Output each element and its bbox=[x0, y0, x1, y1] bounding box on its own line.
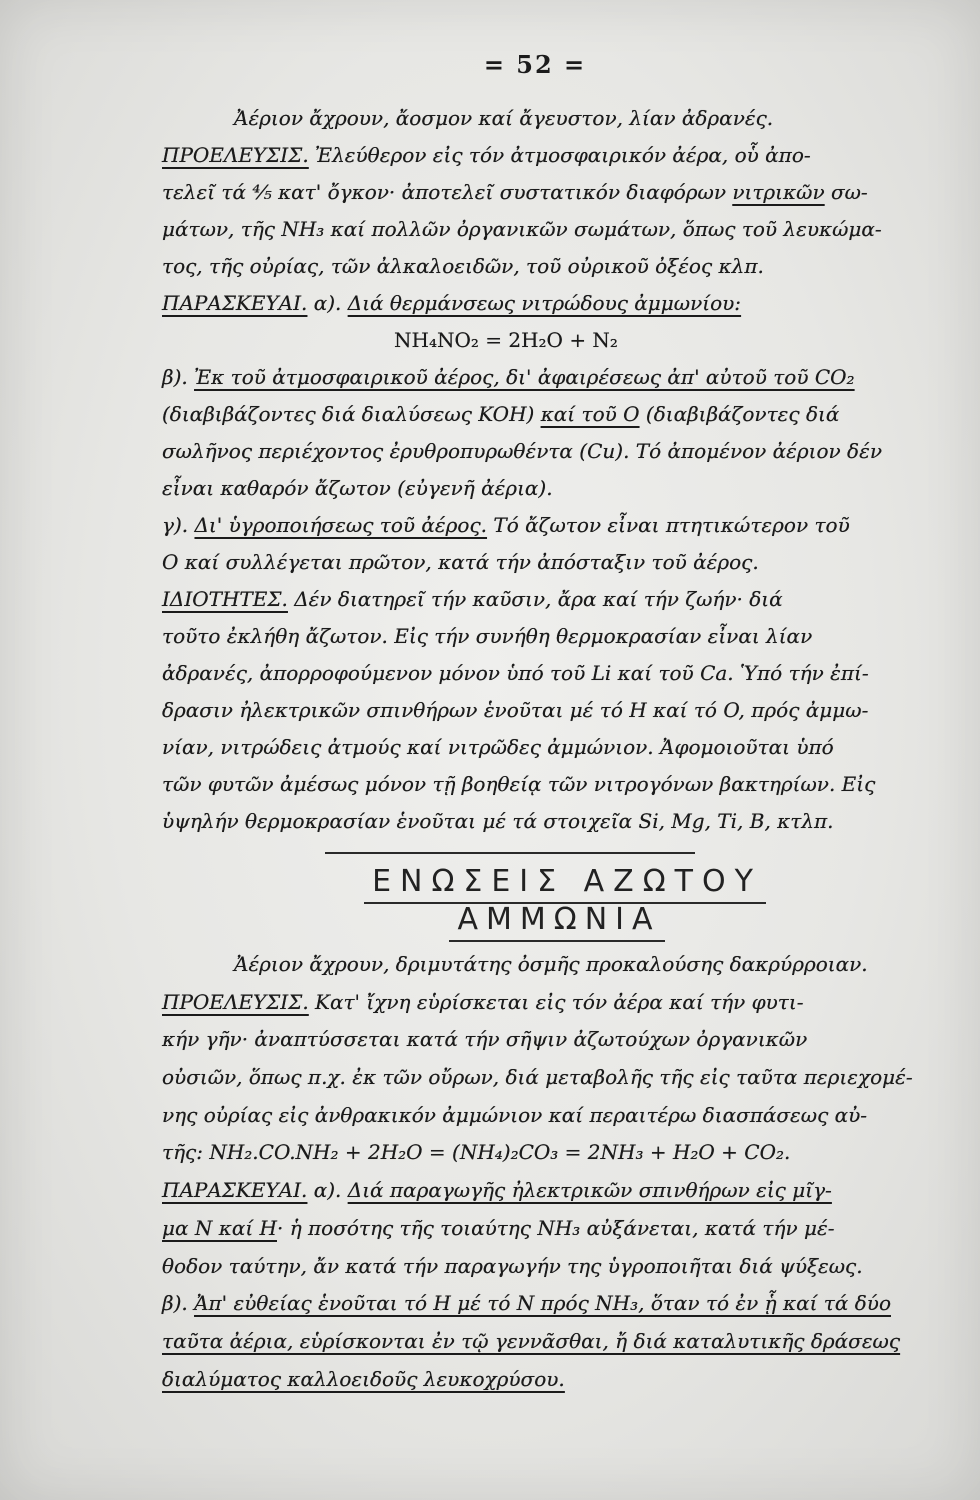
line-text bbox=[234, 946, 868, 984]
text-segment: τος, τῆς οὐρίας, τῶν ἀλκαλοειδῶν, τοῦ οὐρικοῦ ὀξέος κλπ. bbox=[162, 254, 764, 278]
text-line bbox=[162, 946, 960, 984]
line-text bbox=[394, 322, 618, 359]
text-line bbox=[162, 1361, 960, 1399]
underlined-text: Δι' ὑγροποιήσεως τοῦ ἀέρος. bbox=[194, 513, 488, 537]
text-segment: Δέν διατηρεῖ τήν καῦσιν, ἄρα καί τήν ζωήν· διά bbox=[287, 587, 783, 611]
text-segment: γ). bbox=[162, 513, 195, 537]
text-line bbox=[162, 1248, 960, 1286]
text-segment: Τό ἄζωτον εἶναι πτητικώτερον τοῦ bbox=[487, 513, 850, 537]
text-segment: O καί συλλέγεται πρῶτον, κατά τήν ἀπόσταξιν τοῦ ἀέρος. bbox=[162, 550, 759, 574]
text-line bbox=[162, 655, 960, 692]
text-line bbox=[162, 1059, 960, 1097]
text-segment: νίαν, νιτρώδεις ἀτμούς καί νιτρῶδες ἀμμώνιον. Ἀφομοιοῦται ὑπό bbox=[162, 735, 834, 759]
line-text bbox=[162, 507, 850, 544]
underlined-text: Ἐκ τοῦ ἀτμοσφαιρικοῦ ἀέρος, δι' ἀφαιρέσεως ἀπ' αὐτοῦ τοῦ CO₂ bbox=[194, 365, 855, 389]
text-line bbox=[162, 803, 960, 840]
line-text bbox=[162, 581, 783, 618]
text-line bbox=[162, 544, 960, 581]
line-text bbox=[162, 544, 759, 581]
underlined-text: νιτρικῶν bbox=[732, 180, 825, 204]
line-text bbox=[162, 729, 834, 766]
text-line bbox=[162, 618, 960, 655]
equation-line bbox=[162, 322, 960, 359]
text-segment: οὐσιῶν, ὅπως π.χ. ἐκ τῶν οὔρων, διά μεταβολῆς τῆς εἰς ταῦτα περιεχομέ- bbox=[162, 1065, 913, 1090]
underlined-text: ΙΔΙΟΤΗΤΕΣ. bbox=[162, 587, 288, 611]
text-segment: β). bbox=[162, 365, 195, 389]
line-text bbox=[162, 618, 812, 655]
line-text bbox=[162, 248, 764, 285]
text-segment: τῶν φυτῶν ἀμέσως μόνον τῇ βοηθείᾳ τῶν νιτρογόνων βακτηρίων. Εἰς bbox=[162, 772, 876, 796]
underlined-text: Ἀπ' εὐθείας ἑνοῦται τό H μέ τό N πρός NH₃, ὅταν τό ἐν ᾗ καί τά δύο bbox=[194, 1291, 891, 1316]
text-segment: θοδον ταύτην, ἄν κατά τήν παραγωγήν της ὑγροποιῆται διά ψύξεως. bbox=[162, 1253, 863, 1278]
text-line bbox=[162, 1210, 960, 1248]
text-line bbox=[162, 1134, 960, 1172]
text-segment: εἶναι καθαρόν ἄζωτον (εὐγενῆ ἀέρια). bbox=[162, 476, 553, 500]
line-text bbox=[162, 692, 868, 729]
text-line bbox=[162, 174, 960, 211]
line-text bbox=[162, 137, 811, 174]
text-segment: Κατ' ἴχνη εὑρίσκεται εἰς τόν ἀέρα καί τήν φυτι- bbox=[308, 989, 804, 1014]
text-segment: · ἡ ποσότης τῆς τοιαύτης NH₃ αὐξάνεται, κατά τήν μέ- bbox=[276, 1215, 835, 1240]
line-text bbox=[234, 100, 773, 137]
text-line bbox=[162, 729, 960, 766]
text-segment: σω- bbox=[824, 180, 868, 204]
text-line bbox=[162, 766, 960, 803]
line-text bbox=[162, 1285, 891, 1323]
line-text bbox=[162, 984, 803, 1022]
compounds-title bbox=[0, 864, 980, 904]
underlined-text: ΠΡΟΕΛΕΥΣΙΣ. bbox=[162, 143, 309, 167]
text-segment: κήν γῆν· ἀναπτύσσεται κατά τήν σῆψιν ἀζωτούχων ὀργανικῶν bbox=[162, 1027, 808, 1052]
ammonia-section bbox=[162, 946, 960, 1398]
line-text bbox=[162, 655, 869, 692]
text-line bbox=[162, 1097, 960, 1135]
text-segment: α). bbox=[307, 291, 348, 315]
underlined-text: διαλύματος καλλοειδοῦς λευκοχρύσου. bbox=[162, 1366, 565, 1391]
line-text bbox=[162, 1021, 807, 1059]
text-segment: τελεῖ τά ⁴⁄₅ κατ' ὄγκον· ἀποτελεῖ συστατικόν διαφόρων bbox=[162, 180, 733, 204]
text-line bbox=[162, 285, 960, 322]
underlined-text: ΠΑΡΑΣΚΕΥΑΙ. bbox=[162, 291, 308, 315]
underlined-text: καί τοῦ O bbox=[540, 402, 640, 426]
text-segment: τοῦτο ἐκλήθη ἄζωτον. Εἰς τήν συνήθη θερμοκρασίαν εἶναι λίαν bbox=[162, 624, 813, 648]
text-line bbox=[162, 470, 960, 507]
line-text bbox=[162, 396, 839, 433]
underlined-text: Διά θερμάνσεως νιτρώδους ἀμμωνίου: bbox=[347, 291, 742, 315]
text-line bbox=[162, 100, 960, 137]
text-line bbox=[162, 359, 960, 396]
underlined-text: μα N καί H bbox=[162, 1215, 277, 1240]
line-text bbox=[162, 1097, 867, 1135]
line-text bbox=[162, 766, 875, 803]
ammonia-title-text: ΑΜΜΩΝΙΑ bbox=[449, 902, 664, 942]
underlined-text: ΠΑΡΑΣΚΕΥΑΙ. bbox=[162, 1178, 308, 1203]
text-line bbox=[162, 1021, 960, 1059]
underlined-text: ταῦτα ἀέρια, εὑρίσκονται ἐν τῷ γεννᾶσθαι, ἤ διά καταλυτικῆς δράσεως bbox=[162, 1328, 901, 1353]
text-line bbox=[162, 433, 960, 470]
section-divider bbox=[325, 852, 695, 854]
text-segment: τῆς: NH₂.CO.NH₂ + 2H₂O = (NH₄)₂CO₃ = 2NH₃ + H₂O + CO₂. bbox=[162, 1140, 791, 1165]
line-text bbox=[162, 1248, 863, 1286]
text-segment: ὑψηλήν θερμοκρασίαν ἑνοῦται μέ τά στοιχεῖα Si, Mg, Ti, B, κτλπ. bbox=[162, 809, 834, 833]
line-text bbox=[162, 211, 882, 248]
line-text bbox=[162, 174, 868, 211]
text-segment: NH₄NO₂ = 2H₂O + N₂ bbox=[394, 328, 618, 352]
line-text bbox=[162, 1210, 834, 1248]
line-text bbox=[162, 1172, 832, 1210]
line-text bbox=[162, 1134, 790, 1172]
text-line bbox=[162, 248, 960, 285]
page-number: = 52 = bbox=[483, 50, 587, 79]
text-segment: α). bbox=[307, 1178, 348, 1203]
text-line bbox=[162, 1323, 960, 1361]
text-line bbox=[162, 211, 960, 248]
text-line bbox=[162, 581, 960, 618]
line-text bbox=[162, 1323, 900, 1361]
text-segment: ἀδρανές, ἀπορροφούμενον μόνον ὑπό τοῦ Li καί τοῦ Ca. Ὑπό τήν ἐπί- bbox=[162, 661, 869, 685]
text-segment: μάτων, τῆς NH₃ καί πολλῶν ὀργανικῶν σωμάτων, ὅπως τοῦ λευκώμα- bbox=[162, 217, 882, 241]
text-segment: Ἀέριον ἄχρουν, δριμυτάτης ὀσμῆς προκαλούσης δακρύρροιαν. bbox=[234, 952, 868, 976]
compounds-title-text: ΕΝΩΣΕΙΣ ΑΖΩΤΟΥ bbox=[364, 864, 766, 904]
text-segment: δρασιν ἠλεκτρικῶν σπινθήρων ἑνοῦται μέ τό H καί τό O, πρός ἀμμω- bbox=[162, 698, 869, 722]
text-segment: Ἐλεύθερον εἰς τόν ἀτμοσφαιρικόν ἀέρα, οὗ ἀπο- bbox=[308, 143, 811, 167]
text-segment: (διαβιβάζοντες διά bbox=[639, 402, 840, 426]
text-line bbox=[162, 507, 960, 544]
text-line bbox=[162, 1172, 960, 1210]
text-line bbox=[162, 396, 960, 433]
line-text bbox=[162, 1059, 913, 1097]
line-text bbox=[162, 470, 553, 507]
text-segment: (διαβιβάζοντες διά διαλύσεως KOH) bbox=[162, 402, 541, 426]
text-segment: β). bbox=[162, 1291, 195, 1316]
ammonia-title bbox=[0, 902, 980, 942]
nitrogen-section bbox=[162, 100, 960, 840]
text-segment: νης οὐρίας εἰς ἀνθρακικόν ἀμμώνιον καί περαιτέρω διασπάσεως αὐ- bbox=[162, 1102, 868, 1127]
line-text bbox=[162, 433, 882, 470]
text-line bbox=[162, 692, 960, 729]
line-text bbox=[162, 1361, 565, 1399]
line-text bbox=[162, 359, 855, 396]
underlined-text: Διά παραγωγῆς ἠλεκτρικῶν σπινθήρων εἰς μῖγ- bbox=[347, 1178, 832, 1203]
line-text bbox=[162, 285, 741, 322]
underlined-text: ΠΡΟΕΛΕΥΣΙΣ. bbox=[162, 989, 309, 1014]
text-segment: σωλῆνος περιέχοντος ἐρυθροπυρωθέντα (Cu). Τό ἀπομένον ἀέριον δέν bbox=[162, 439, 882, 463]
line-text bbox=[162, 803, 834, 840]
text-line bbox=[162, 984, 960, 1022]
text-segment: Ἀέριον ἄχρουν, ἄοσμον καί ἄγευστον, λίαν ἀδρανές. bbox=[234, 106, 774, 130]
text-line bbox=[162, 1285, 960, 1323]
text-line bbox=[162, 137, 960, 174]
